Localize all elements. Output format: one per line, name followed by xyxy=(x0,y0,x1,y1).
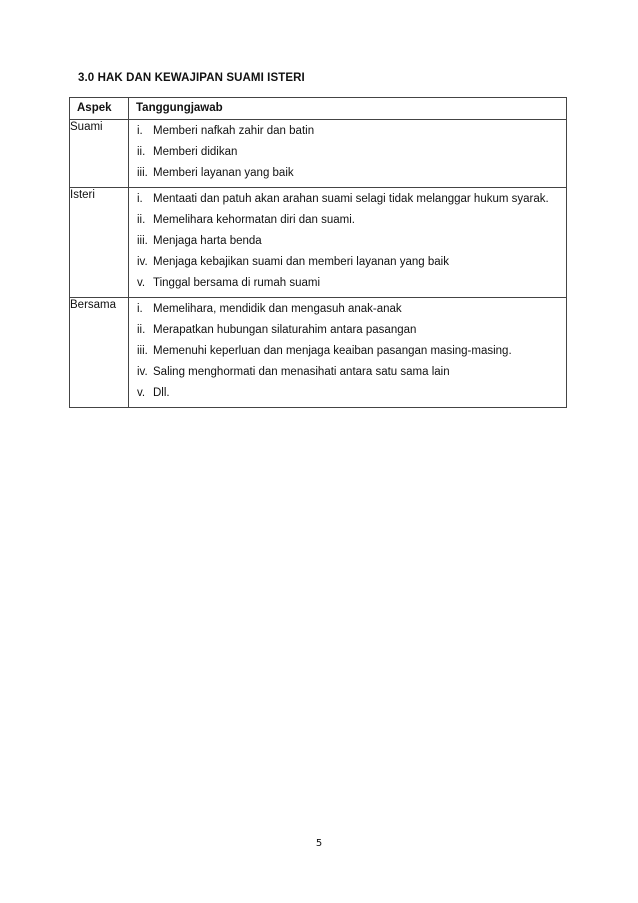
duties-cell xyxy=(129,120,567,188)
duty-list xyxy=(129,298,566,407)
item-text: Mentaati dan patuh akan arahan suami selagi tidak melanggar hukum syarak. xyxy=(153,193,549,205)
responsibilities-table xyxy=(69,97,567,408)
list-item xyxy=(137,121,566,142)
item-text: Memberi didikan xyxy=(153,146,238,158)
list-item xyxy=(137,362,566,383)
list-item xyxy=(137,299,566,320)
list-item xyxy=(137,273,566,294)
item-number: i. xyxy=(137,125,143,137)
item-number: iv. xyxy=(137,366,148,378)
item-number: iii. xyxy=(137,345,148,357)
list-item xyxy=(137,383,566,404)
list-item xyxy=(137,210,566,231)
item-number: ii. xyxy=(137,324,146,336)
item-text: Memberi layanan yang baik xyxy=(153,167,294,179)
list-item xyxy=(137,320,566,341)
duty-list xyxy=(129,120,566,187)
duties-cell xyxy=(129,298,567,408)
list-item xyxy=(137,189,566,210)
list-item xyxy=(137,231,566,252)
aspect-cell: Suami xyxy=(70,120,129,188)
item-text: Tinggal bersama di rumah suami xyxy=(153,277,321,289)
item-text: Saling menghormati dan menasihati antara satu sama lain xyxy=(153,366,450,378)
aspect-cell: Bersama xyxy=(70,298,129,408)
header-tanggungjawab: Tanggungjawab xyxy=(129,98,567,120)
table-row xyxy=(70,298,567,408)
item-number: ii. xyxy=(137,146,146,158)
item-number: ii. xyxy=(137,214,146,226)
section-title: 3.0 HAK DAN KEWAJIPAN SUAMI ISTERI xyxy=(78,72,305,84)
table-row xyxy=(70,120,567,188)
item-number: i. xyxy=(137,193,143,205)
item-text: Merapatkan hubungan silaturahim antara pasangan xyxy=(153,324,417,336)
table-row xyxy=(70,188,567,298)
item-text: Dll. xyxy=(153,387,170,399)
item-text: Memelihara kehormatan diri dan suami. xyxy=(153,214,355,226)
list-item xyxy=(137,163,566,184)
item-number: iii. xyxy=(137,167,148,179)
table-header-row xyxy=(70,98,567,120)
list-item xyxy=(137,142,566,163)
list-item xyxy=(137,341,566,362)
item-number: v. xyxy=(137,387,146,399)
list-item xyxy=(137,252,566,273)
page-number: 5 xyxy=(315,838,323,849)
item-text: Menjaga kebajikan suami dan memberi layanan yang baik xyxy=(153,256,449,268)
item-text: Memelihara, mendidik dan mengasuh anak-anak xyxy=(153,303,402,315)
duties-cell xyxy=(129,188,567,298)
item-number: iii. xyxy=(137,235,148,247)
item-number: iv. xyxy=(137,256,148,268)
header-aspek: Aspek xyxy=(70,98,129,120)
item-text: Memenuhi keperluan dan menjaga keaiban pasangan masing-masing. xyxy=(153,345,512,357)
item-text: Memberi nafkah zahir dan batin xyxy=(153,125,315,137)
duty-list xyxy=(129,188,566,297)
aspect-cell: Isteri xyxy=(70,188,129,298)
item-number: v. xyxy=(137,277,146,289)
item-text: Menjaga harta benda xyxy=(153,235,262,247)
item-number: i. xyxy=(137,303,143,315)
